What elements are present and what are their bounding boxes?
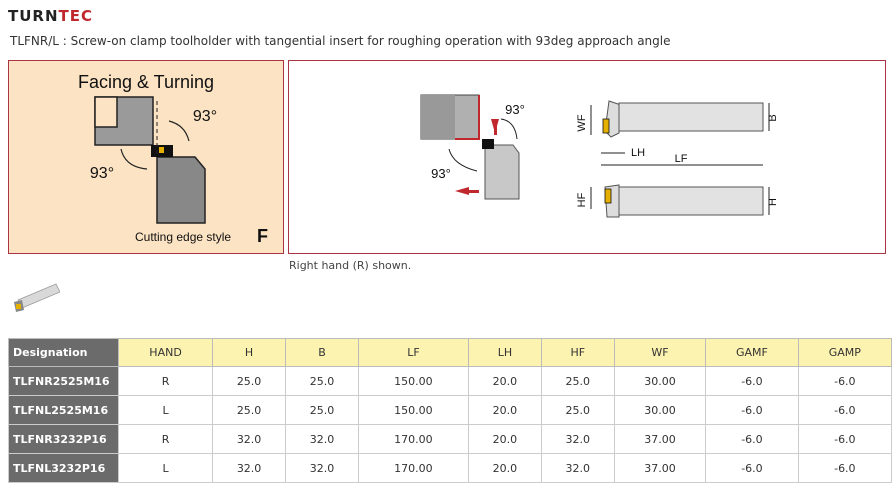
brand-name-part1: TURN	[8, 7, 59, 25]
cell-gamf: -6.0	[706, 367, 798, 396]
cell-h: 32.0	[213, 454, 286, 483]
col-header-b: B	[286, 339, 359, 367]
facing-turning-diagram	[9, 61, 283, 253]
table-row[interactable]	[9, 396, 892, 425]
cell-h: 25.0	[213, 396, 286, 425]
feed-arrow-up-stem	[494, 123, 497, 135]
cell-lh: 20.0	[468, 425, 541, 454]
cell-gamf: -6.0	[706, 454, 798, 483]
holder-front-view	[485, 145, 519, 199]
dimension-drawing	[289, 61, 885, 253]
table-row[interactable]	[9, 425, 892, 454]
col-header-gamf: GAMF	[706, 339, 798, 367]
cell-lh: 20.0	[468, 367, 541, 396]
dimension-drawing-panel	[288, 60, 886, 254]
cell-wf: 37.00	[614, 425, 705, 454]
col-header-lh: LH	[468, 339, 541, 367]
cell-gamf: -6.0	[706, 396, 798, 425]
col-header-wf: WF	[614, 339, 705, 367]
insert-screw	[159, 147, 164, 153]
dim-hf-label: HF	[576, 192, 588, 208]
col-header-h: H	[213, 339, 286, 367]
col-header-lf: LF	[358, 339, 468, 367]
edge-style-letter: F	[257, 226, 268, 246]
right-angle-bottom-label: 93°	[431, 166, 451, 181]
cell-gamp: -6.0	[798, 425, 891, 454]
dim-wf-label: WF	[576, 114, 588, 132]
table-row[interactable]	[9, 367, 892, 396]
angle-arc-top	[169, 121, 189, 141]
cell-b: 32.0	[286, 454, 359, 483]
cell-wf: 30.00	[614, 396, 705, 425]
front-angle-arc-bottom	[449, 149, 477, 171]
cell-gamp: -6.0	[798, 454, 891, 483]
dim-lf-label: LF	[674, 153, 688, 165]
cell-hf: 25.0	[541, 367, 614, 396]
cell-b: 32.0	[286, 425, 359, 454]
edge-style-label: Cutting edge style	[135, 230, 232, 244]
col-header-hf: HF	[541, 339, 614, 367]
holder-shank-top	[619, 103, 763, 131]
workpiece-shade	[421, 95, 455, 139]
cell-hf: 32.0	[541, 454, 614, 483]
cell-lf: 170.00	[358, 454, 468, 483]
left-angle-top-label: 93°	[192, 108, 218, 125]
dim-lh-label: LH	[631, 147, 646, 159]
facing-turning-title: Facing & Turning	[77, 72, 215, 92]
cell-b: 25.0	[286, 396, 359, 425]
right-angle-top-label: 93°	[505, 102, 525, 117]
cell-designation: TLFNR3232P16	[9, 425, 119, 454]
facing-turning-panel	[8, 60, 284, 254]
drawing-caption: Right hand (R) shown.	[289, 259, 412, 272]
col-header-designation: Designation	[9, 339, 119, 367]
col-header-gamp: GAMP	[798, 339, 891, 367]
feed-arrow-left-stem	[467, 190, 479, 193]
cell-lf: 150.00	[358, 367, 468, 396]
cell-wf: 37.00	[614, 454, 705, 483]
insert-side	[605, 189, 611, 203]
cell-h: 32.0	[213, 425, 286, 454]
brand-name-part2: TEC	[58, 7, 94, 25]
cell-designation: TLFNL3232P16	[9, 454, 119, 483]
cell-gamp: -6.0	[798, 367, 891, 396]
cell-hand: L	[119, 396, 213, 425]
insert-top	[603, 119, 609, 133]
angle-arc-left	[121, 149, 147, 169]
cell-lf: 170.00	[358, 425, 468, 454]
front-angle-arc-top	[501, 119, 517, 139]
table-row[interactable]	[9, 454, 892, 483]
cell-hf: 25.0	[541, 396, 614, 425]
dim-h-label: H	[767, 198, 779, 206]
cell-lh: 20.0	[468, 454, 541, 483]
cell-gamf: -6.0	[706, 425, 798, 454]
cell-gamp: -6.0	[798, 396, 891, 425]
cell-hand: R	[119, 425, 213, 454]
product-description: TLFNR/L : Screw-on clamp toolholder with tangential insert for roughing operation with 93deg approach angle	[10, 34, 671, 48]
cell-hand: L	[119, 454, 213, 483]
workpiece-step	[95, 97, 117, 127]
cell-lh: 20.0	[468, 396, 541, 425]
left-angle-left-label: 93°	[89, 165, 115, 182]
cell-hf: 32.0	[541, 425, 614, 454]
product-thumbnail	[12, 278, 60, 318]
toolholder-shape	[157, 157, 205, 223]
spec-table-header-row	[9, 339, 892, 367]
front-insert	[482, 139, 494, 149]
spec-table	[8, 338, 892, 483]
cell-designation: TLFNL2525M16	[9, 396, 119, 425]
cell-h: 25.0	[213, 367, 286, 396]
cell-hand: R	[119, 367, 213, 396]
feed-arrow-left	[455, 187, 469, 195]
cell-b: 25.0	[286, 367, 359, 396]
cell-designation: TLFNR2525M16	[9, 367, 119, 396]
col-header-hand: HAND	[119, 339, 213, 367]
cell-wf: 30.00	[614, 367, 705, 396]
holder-shank-side	[619, 187, 763, 215]
cell-lf: 150.00	[358, 396, 468, 425]
brand-logo	[8, 7, 93, 25]
dim-b-label: B	[767, 114, 779, 122]
